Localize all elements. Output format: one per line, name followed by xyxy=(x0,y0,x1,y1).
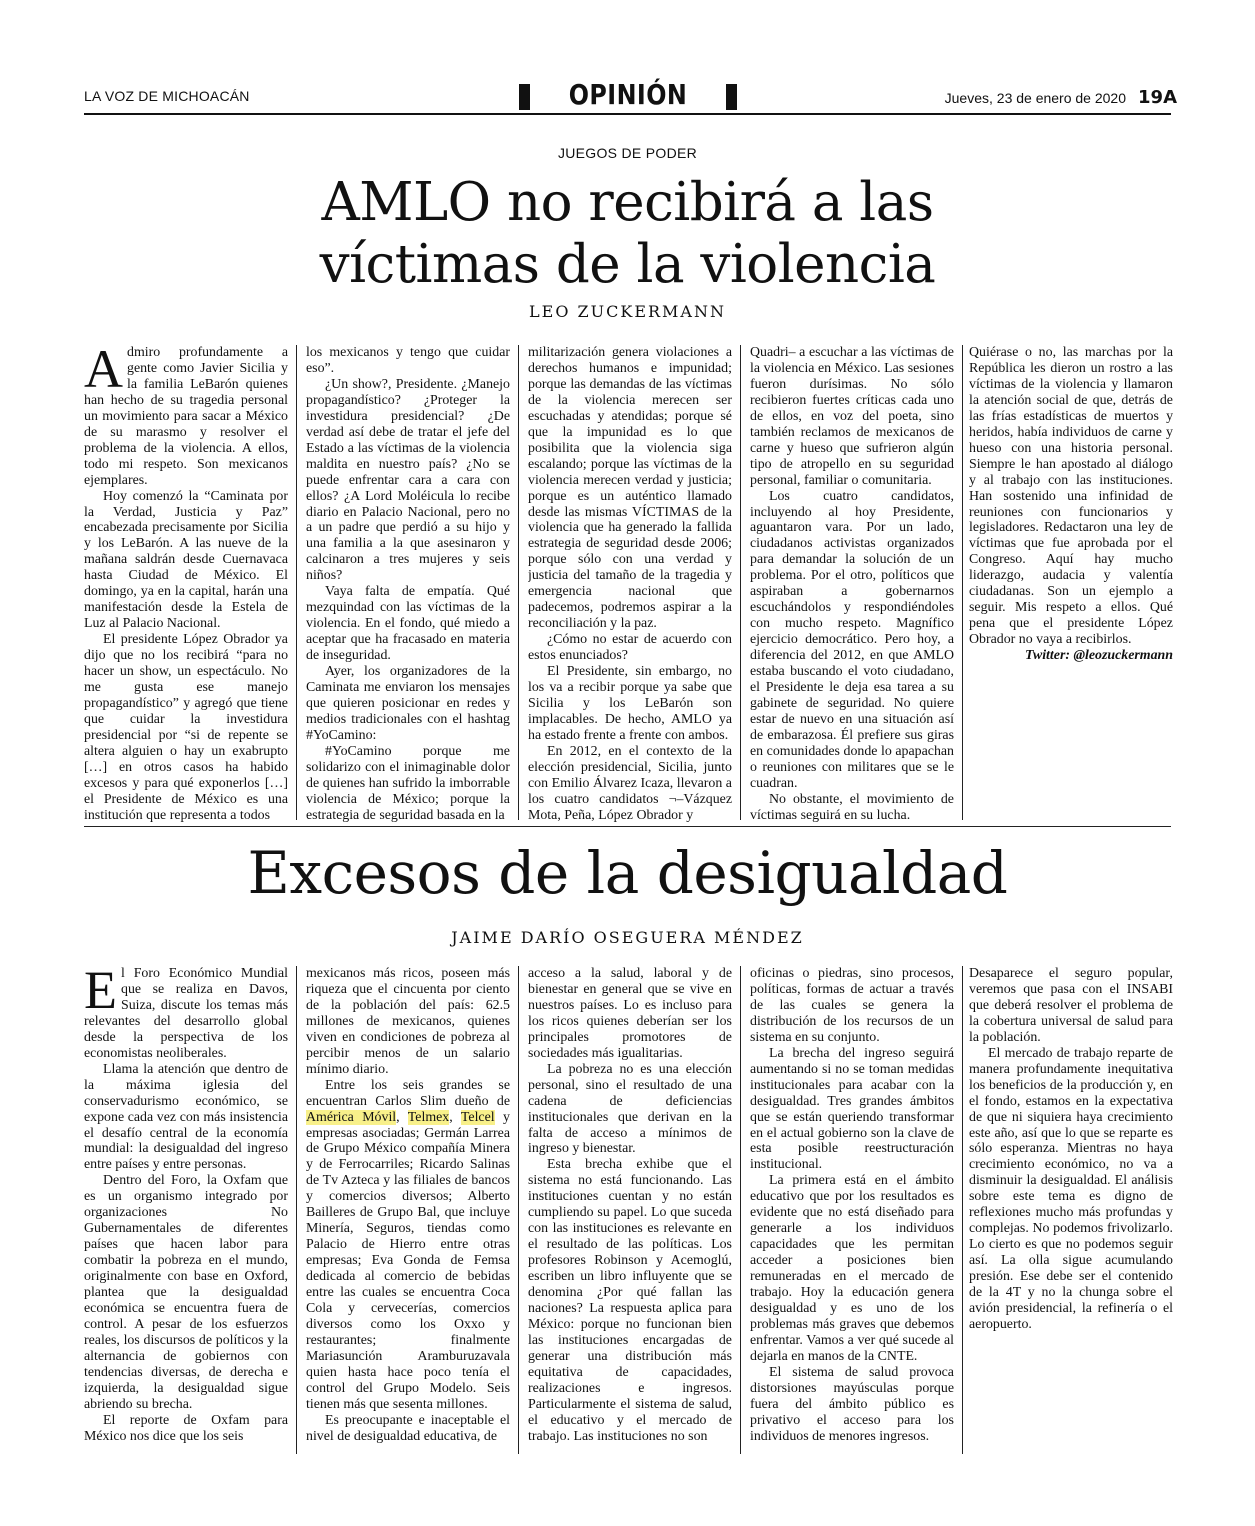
paragraph xyxy=(84,966,288,1062)
paragraph xyxy=(84,345,288,489)
article2-column-5 xyxy=(969,966,1173,1456)
paragraph xyxy=(306,664,510,744)
article1-byline: LEO ZUCKERMANN xyxy=(529,302,726,321)
paragraph: El reporte de Oxfam para México nos dice que los seis xyxy=(84,1412,288,1444)
section-label xyxy=(519,78,737,114)
article2-column-4 xyxy=(750,966,954,1456)
drop-cap: E xyxy=(84,966,117,1020)
article1-column-4 xyxy=(750,345,954,823)
paragraph: No obstante, el movimiento de víctimas seguirá en su lucha. xyxy=(750,791,954,823)
paragraph xyxy=(84,1062,288,1174)
column-divider xyxy=(740,966,741,1454)
paragraph-text: ¿Cómo no estar de acuerdo con estos enunciados? xyxy=(528,632,732,664)
paragraph: El sistema de salud provoca distorsiones mayúsculas porque fuera del ámbito público es privativo el acceso para los individuos de menores ingresos. xyxy=(750,1364,954,1444)
paragraph-text: ¿Un show?, Presidente. ¿Manejo propagandístico? ¿Proteger la investidura presidencial? ¿De verdad así debe de tratar el jefe del Estado a las víctimas de la violencia maldita en nuestro país? ¿No se puede enfrentar cara a cara con ellos? ¿A Lord Moléicula lo recibe diario en Palacio Nacional, pero no a un padre que perdió a su hijo y una familia a la que asesinaron y calcinaron a tres mujeres y seis niños? xyxy=(306,376,510,584)
paragraph: Es preocupante e inaceptable el nivel de desigualdad educativa, de xyxy=(306,1412,510,1444)
paragraph-text: Hoy comenzó la “Caminata por la Verdad, Justicia y Paz” encabezada precisamente por Sicilia y los LeBarón. A las nueve de la mañana saldrán desde Cuernavaca hasta Ciudad de México. El domingo, ya en la capital, harán una manifestación desde la Estela de Luz al Palacio Nacional. xyxy=(84,488,288,632)
paragraph xyxy=(84,489,288,633)
column-divider xyxy=(518,345,519,820)
paragraph-continued: mexicanos más ricos, poseen más riqueza que el cincuenta por ciento de la población del país: 62.5 millones de mexicanos, quienes viven en condiciones de pobreza al percibir menos de un salario mínimo diario. xyxy=(306,966,510,1077)
issue-date: Jueves, 23 de enero de 2020 xyxy=(944,90,1127,106)
paragraph-text: Los cuatro candidatos, incluyendo al hoy Presidente, aguantaron vara. Por un lado, ciudadanos activistas organizados para demandar la solución de un problema. Por el otro, políticos que aspiraban a gobernarnos escuchándolos y respondiéndoles con mucho respeto. Magnífico ejercicio democrático. Pero hoy, a diferencia del 2012, en que AMLO estaba buscando el voto ciudadano, el Presidente le deja esa tarea a su gabinete de seguridad. No quiere estar de nuevo en una situación así de embarazosa. Él prefiere sus giras en comunidades donde lo apapachan o reuniones con militares que se le cuadran. xyxy=(750,488,954,791)
paragraph xyxy=(969,1046,1173,1333)
paragraph-text: La primera está en el ámbito educativo que por los resultados es evidente que no está diseñado para generarle a los individuos capacidades que les permitan acceder a posiciones bien remuneradas en el mercado de trabajo. Hoy la educación genera desigualdad y es uno de los problemas más graves que debemos enfrentar. Vamos a ver qué sucede al dejarla en manos de la CNTE. xyxy=(750,1173,954,1364)
column-divider xyxy=(296,345,297,820)
paragraph-continued: acceso a la salud, laboral y de bienestar en general que se vive en nuestros países. Lo es incluso para los ricos quienes deberían ser los principales promotores de sociedades más igualitarias. xyxy=(528,966,732,1061)
paragraph xyxy=(528,632,732,664)
section-bar-right xyxy=(726,84,737,110)
article2-column-3 xyxy=(528,966,732,1456)
paragraph-text: dmiro profundamente a gente como Javier Sicilia y la familia LeBarón quienes han hecho de su tragedia personal un movimiento para sacar a México de su marasmo y resolver el problema de la violencia. A ellos, todo mi respeto. Son mexicanos ejemplares. xyxy=(84,345,288,488)
article1-column-5 xyxy=(969,345,1173,823)
page-info xyxy=(945,87,1177,108)
paragraph-continued: Quadri– a escuchar a las víctimas de la violencia en México. Las sesiones fueron durísimas. No sólo recibieron fuertes críticas cada uno de ellos, en voz del poeta, sino también reclamos de mexicanos de carne y hueso que sufrieron algún tipo de atropello en su seguridad personal, familiar o comunitaria. xyxy=(750,345,954,488)
drop-cap: A xyxy=(84,345,123,399)
paragraph-text: Entre los seis grandes se encuentran Carlos Slim dueño de xyxy=(306,1077,510,1109)
paragraph-text: Ayer, los organizadores de la Caminata me enviaron los mensajes que quieren posicionar en redes y medios tradicionales con el hashtag #YoCamino: xyxy=(306,664,510,743)
paragraph xyxy=(750,1173,954,1364)
paragraph-continued: oficinas o piedras, sino procesos, políticas, formas de actuar a través de las cuales se genera la distribución de los recursos de un sistema en su conjunto. xyxy=(750,966,954,1045)
paragraph-text: La brecha del ingreso seguirá aumentando si no se toman medidas institucionales para acabar con la desigualdad. Tres grandes ámbitos que se están queriendo transformar en el actual gobierno son la clave de esta posible reestructuración institucional. xyxy=(750,1045,954,1173)
paragraph-text: y empresas asociadas; Germán Larrea de Grupo México compañía Minera y de Ferrocarriles; Ricardo Salinas de Tv Azteca y las filiales de bancos y comercios diversos; Alberto Bailleres de Grupo Bal, que incluye Minería, Seguros, tiendas como Palacio de Hierro entre otras empresas; Eva Gonda de Femsa dedicada al comercio de bebidas entre las cuales se encuentra Coca Cola y cervecerías, comercios diversos como los Oxxo y restaurantes; finalmente Mariasunción Aramburuzavala quien hasta hace poco tenía el control del Grupo Modelo. Seis tienen más que sesenta millones. xyxy=(306,1109,510,1412)
paragraph xyxy=(750,1046,954,1174)
paragraph-text: El Presidente, sin embargo, no los va a recibir porque ya sabe que Sicilia y los LeBarón son implacables. De hecho, AMLO ya ha estado frente a frente con ambos. xyxy=(528,664,732,743)
paragraph-continued: Quiérase o no, las marchas por la República les dieron un rostro a las víctimas de la violencia y llamaron la atención social de que, detrás de las frías estadísticas de muertos y heridos, había individuos de carne y hueso con una historia personal. Siempre le han apostado al diálogo y al trabajo con las instituciones. Han sostenido una infinidad de reuniones con funcionarios y legisladores. Redactaron una ley de víctimas que fue aprobada por el Congreso. Aquí hay mucho liderazgo, audacia y valentía ciudadanas. Son un ejemplo a seguir. Mis respeto a ellos. Qué pena que el presidente López Obrador no vaya a recibirlos. xyxy=(969,345,1173,648)
section-title: OPINIÓN xyxy=(568,78,688,111)
paragraph: #YoCamino porque me solidarizo con el inimaginable dolor de quienes han sufrido la imborrable violencia de México; porque la estrategia de seguridad basada en la xyxy=(306,743,510,823)
paragraph xyxy=(306,377,510,584)
article1-headline: AMLO no recibirá a las víctimas de la violencia xyxy=(319,172,936,295)
paragraph: El presidente López Obrador ya dijo que no los recibirá “para no hacer un show, un espectáculo. No me gusta ese manejo propagandístico” y agregó que tiene que cuidar la investidura presidencial por “si de repente se altera alguien o hay un exabrupto […] en otros casos ha habido excesos y para qué exponerlos […] el Presidente de México es una institución que representa a todos xyxy=(84,632,288,823)
paragraph-text: El mercado de trabajo reparte de manera profundamente inequitativa los beneficios de la producción y, en el fondo, estamos en la expectativa de que ni siquiera haya crecimiento este año, así que lo que se reparte es sólo esperanza. Mientras no haya crecimiento económico, no va a disminuir la desigualdad. El análisis sobre este tema es digno de reflexiones mucho más profundas y complejas. No podemos frivolizarlo. Lo cierto es que no podemos seguir así. La olla sigue acumulando presión. Ese debe ser el contenido de la 4T y no la chunga sobre el avión presidencial, la refinería o el aeropuerto. xyxy=(969,1045,1173,1332)
paragraph xyxy=(528,664,732,744)
section-bar-left xyxy=(519,84,530,110)
column-kicker: JUEGOS DE PODER xyxy=(557,145,698,161)
column-divider xyxy=(962,966,963,1454)
paragraph-text: l Foro Económico Mundial que se realiza en Davos, Suiza, discute los temas más relevantes del desarrollo global desde la perspectiva de los economistas neoliberales. xyxy=(84,966,288,1061)
highlighted-brand: Telmex xyxy=(407,1109,450,1125)
paragraph: Esta brecha exhibe que el sistema no está funcionando. Las instituciones cuentan y no están cumpliendo su papel. Lo que suceda con las instituciones es relevante en el resultado de las políticas. Los profesores Robinson y Acemoglú, escriben un libro influyente que se denomina ¿Por qué fallan las naciones? La respuesta aplica para México: porque no funcionan bien las instituciones encargadas de generar una distribución más equitativa de capacidades, realizaciones e ingresos. Particularmente el sistema de salud, el educativo y el mercado de trabajo. Las instituciones no son xyxy=(528,1157,732,1444)
paragraph xyxy=(84,1173,288,1412)
article1-column-1 xyxy=(84,345,288,823)
highlighted-brand: Telcel xyxy=(460,1109,495,1125)
paragraph xyxy=(750,489,954,792)
column-divider xyxy=(296,966,297,1454)
highlighted-brand: América Móvil xyxy=(306,1109,397,1125)
article-separator xyxy=(84,826,1171,827)
article1-column-2 xyxy=(306,345,510,823)
paragraph-text: La pobreza no es una elección personal, sino el resultado de una cadena de deficiencias institucionales que derivan en la falta de acceso a mínimos de ingreso y bienestar. xyxy=(528,1061,732,1157)
column-divider xyxy=(962,345,963,820)
article1-column-3 xyxy=(528,345,732,823)
article2-column-2 xyxy=(306,966,510,1456)
paragraph xyxy=(306,584,510,664)
author-twitter: Twitter: @leozuckermann xyxy=(1024,648,1173,664)
article2-byline: JAIME DARÍO OSEGUERA MÉNDEZ xyxy=(451,928,804,947)
paragraph: Entre los seis grandes se encuentran Carlos Slim dueño de América Móvil, Telmex, Telcel y empresas asociadas; Germán Larrea de Grupo México compañía Minera y de Ferrocarriles; Ricardo Salinas de Tv Azteca y las filiales de bancos y comercios diversos; Alberto Bailleres de Grupo Bal, que incluye Minería, Seguros, tiendas como Palacio de Hierro entre otras empresas; Eva Gonda de Femsa dedicada al comercio de bebidas entre las cuales se encuentra Coca Cola y cervecerías, comercios diversos como los Oxxo y restaurantes; finalmente Mariasunción Aramburuzavala quien hasta hace poco tenía el control del Grupo Modelo. Seis tienen más que sesenta millones. xyxy=(306,1077,510,1412)
article2-headline: Excesos de la desigualdad xyxy=(247,839,1008,907)
paragraph xyxy=(528,1062,732,1158)
newspaper-name: LA VOZ DE MICHOACÁN xyxy=(84,88,250,104)
article2-column-1 xyxy=(84,966,288,1456)
paragraph-continued: militarización genera violaciones a derechos humanos e impunidad; porque las demandas de las víctimas de la violencia merecen ser escuchadas y atendidas; porque sé que la impunidad es lo que posibilita que la violencia siga escalando; porque las víctimas de la violencia merecen verdad y justicia; porque es un auténtico llamado desde las mismas VÍCTIMAS de la violencia que ha generado la fallida estrategia de seguridad desde 2006; porque sólo con una verdad y justicia del tamaño de la tragedia y emergencia nacional que padecemos, podremos aspirar a la reconciliación y la paz. xyxy=(528,345,732,632)
page-number: 19A xyxy=(1138,87,1177,108)
column-divider xyxy=(740,345,741,820)
header-rule xyxy=(84,113,1171,115)
paragraph-text: Llama la atención que dentro de la máxima iglesia del conservadurismo económico, se expone cada vez con más insistencia el desafío central de la economía mundial: la desigualdad del ingreso entre países y entre personas. xyxy=(84,1061,288,1173)
paragraph-continued: Desaparece el seguro popular, veremos que pasa con el INSABI que deberá resolver el problema de la cobertura universal de salud para la población. xyxy=(969,966,1173,1045)
column-divider xyxy=(518,966,519,1454)
paragraph-text: Vaya falta de empatía. Qué mezquindad con las víctimas de la violencia. En el fondo, qué miedo a aceptar que ha fracasado en materia de inseguridad. xyxy=(306,584,510,664)
paragraph: En 2012, en el contexto de la elección presidencial, Sicilia, junto con Emilio Álvarez Icaza, llevaron a los cuatro candidatos ¬–Vázquez Mota, Peña, López Obrador y xyxy=(528,743,732,823)
paragraph-text: Dentro del Foro, la Oxfam que es un organismo integrado por organizaciones No Gubernamentales de diferentes países que hacen labor para combatir la pobreza en el mundo, originalmente con base en Oxford, plantea que la desigualdad económica se encuentra fuera de control. A pesar de los esfuerzos reales, los discursos de políticos y la alternancia de gobiernos con tendencias diversas, de derecha e izquierda, la desigualdad sigue abriendo su brecha. xyxy=(84,1173,288,1412)
paragraph-continued: los mexicanos y tengo que cuidar eso”. xyxy=(306,345,510,376)
